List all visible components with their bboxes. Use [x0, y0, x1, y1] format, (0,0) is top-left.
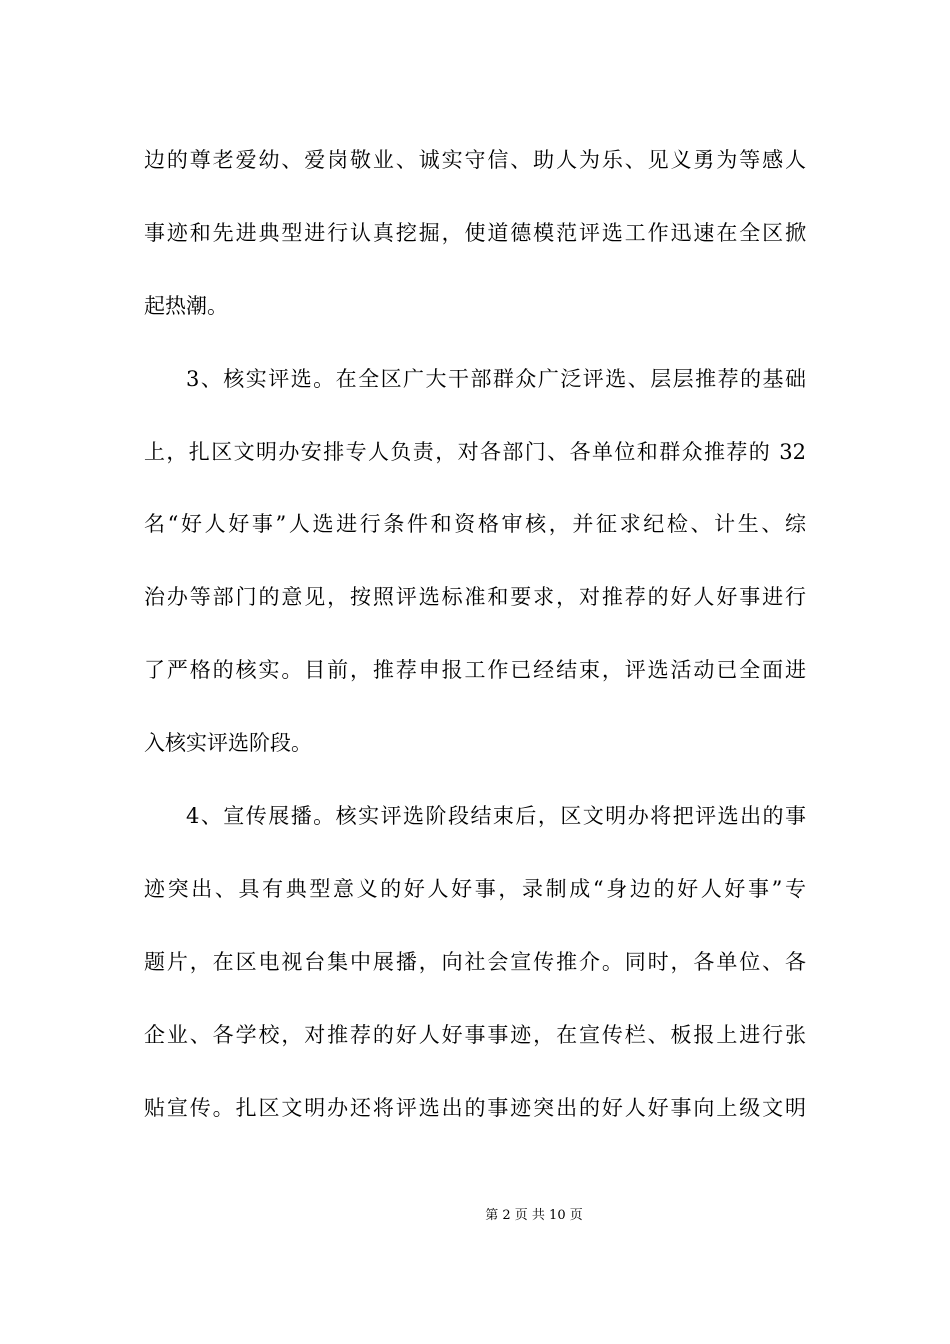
text-line: 入核实评选阶段。 [144, 731, 312, 756]
text-line: 起热潮。 [144, 293, 228, 318]
body-text [144, 124, 806, 1144]
text-line: 题片，在区电视台集中展播，向社会宣传推介。同时，各单位、各 [144, 949, 806, 974]
text-line: 边的尊老爱幼、爱岗敬业、诚实守信、助人为乐、见义勇为等感人 [144, 148, 806, 172]
page-number-footer: 第 2 页 共 10 页 [485, 1208, 583, 1223]
text-line: 了严格的核实。目前，推荐申报工作已经结束，评选活动已全面进 [144, 658, 806, 683]
text-line: 3、核实评选。在全区广大干部群众广泛评选、层层推荐的基础 [186, 366, 806, 391]
text-line: 4、宣传展播。核实评选阶段结束后，区文明办将把评选出的事 [186, 804, 806, 829]
text-line: 事迹和先进典型进行认真挖掘，使道德模范评选工作迅速在全区掀 [144, 220, 806, 245]
text-line: 名“好人好事”人选进行条件和资格审核，并征求纪检、计生、综 [144, 512, 806, 537]
text-line: 迹突出、具有典型意义的好人好事，录制成“身边的好人好事”专 [144, 876, 806, 901]
text-line: 上，扎区文明办安排专人负责，对各部门、各单位和群众推荐的 32 [144, 439, 806, 464]
text-line: 企业、各学校，对推荐的好人好事事迹，在宣传栏、板报上进行张 [144, 1022, 806, 1047]
text-line: 贴宣传。扎区文明办还将评选出的事迹突出的好人好事向上级文明 [144, 1095, 806, 1120]
text-line: 治办等部门的意见，按照评选标准和要求，对推荐的好人好事进行 [144, 585, 806, 610]
